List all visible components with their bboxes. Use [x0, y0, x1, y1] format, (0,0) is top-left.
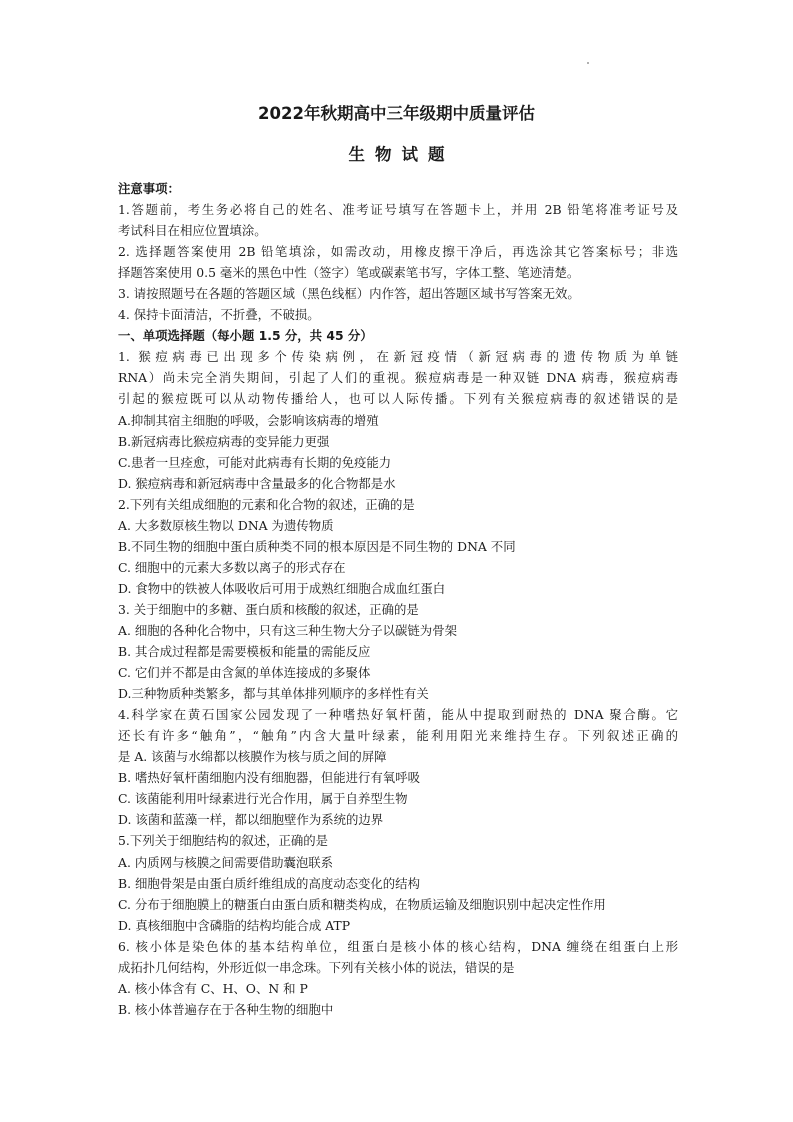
option-line: C. 分布于细胞膜上的糖蛋白由蛋白质和糖类构成，在物质运输及细胞识别中起决定性作用 [118, 896, 606, 912]
option-line: A. 大多数原核生物以 DNA 为遗传物质 [118, 517, 334, 533]
option-line: C. 它们并不都是由含氮的单体连接成的多聚体 [118, 665, 371, 681]
option-line: D. 真核细胞中含磷脂的结构均能合成 ATP [118, 917, 351, 933]
exam-title: 2022年秋期高中三年级期中质量评估 [258, 104, 535, 123]
exam-body [118, 178, 678, 1020]
notice-item-3: 3. 请按照题号在各题的答题区域（黑色线框）内作答，超出答题区域书写答案无效。 [118, 286, 580, 302]
question-line: 成拓扑几何结构，外形近似一串念珠。下列有关核小体的说法，错误的是 [118, 959, 515, 975]
option-line: A.抑制其宿主细胞的呼吸，会影响该病毒的增殖 [118, 412, 379, 428]
notice-item-2-cont: 择题答案使用 0.5 毫米的黑色中性（签字）笔或碳素笔书写，字体工整、笔迹清楚。 [118, 265, 580, 281]
notice-item-1-cont: 考试科目在相应位置填涂。 [118, 223, 267, 239]
option-line: B.不同生物的细胞中蛋白质种类不同的根本原因是不同生物的 DNA 不同 [118, 538, 516, 554]
option-line: A. 内质网与核膜之间需要借助囊泡联系 [118, 854, 334, 870]
option-line: C.患者一旦痊愈，可能对此病毒有长期的免疫能力 [118, 454, 392, 470]
exam-subject: 生物试题 [348, 145, 455, 164]
section-heading: 一、单项选择题（每小题 1.5 分，共 45 分） [118, 328, 373, 344]
question-line: 5.下列关于细胞结构的叙述，正确的是 [118, 833, 329, 849]
question-line: 1. 猴痘病毒已出现多个传染病例，在新冠疫情（新冠病毒的遗传物质为单链 [118, 349, 678, 365]
option-line: C. 细胞中的元素大多数以离子的形式存在 [118, 559, 346, 575]
scan-dot [587, 62, 589, 64]
option-line: B. 其合成过程都是需要模板和能量的需能反应 [118, 644, 371, 660]
notice-item-1: 1.答题前，考生务必将自己的姓名、准考证号填写在答题卡上，并用 2B 铅笔将准考证号及 [118, 202, 678, 218]
option-line: D. 食物中的铁被人体吸收后可用于成熟红细胞合成血红蛋白 [118, 580, 446, 596]
question-line: 3. 关于细胞中的多糖、蛋白质和核酸的叙述，正确的是 [118, 601, 419, 617]
option-line: B. 细胞骨架是由蛋白质纤维组成的高度动态变化的结构 [118, 875, 420, 891]
notice-item-4: 4. 保持卡面清洁，不折叠，不破损。 [118, 307, 320, 323]
option-line: D.三种物质种类繁多，都与其单体排列顺序的多样性有关 [118, 686, 429, 702]
option-line: C. 该菌能利用叶绿素进行光合作用，属于自养型生物 [118, 791, 408, 807]
option-line: B. 核小体普遍存在于各种生物的细胞中 [118, 1001, 334, 1017]
notice-heading: 注意事项： [118, 181, 180, 196]
question-line: 引起的猴痘既可以从动物传播给人，也可以人际传播。下列有关猴痘病毒的叙述错误的是 [118, 391, 678, 407]
option-line: D. 猴痘病毒和新冠病毒中含量最多的化合物都是水 [118, 475, 396, 491]
question-line: 4.科学家在黄石国家公园发现了一种嗜热好氧杆菌，能从中提取到耐热的 DNA 聚合酶。它 [118, 707, 678, 723]
question-line: 6. 核小体是染色体的基本结构单位，组蛋白是核小体的核心结构，DNA 缠绕在组蛋白上形 [118, 938, 678, 954]
notice-item-2: 2. 选择题答案使用 2B 铅笔填涂，如需改动，用橡皮擦干净后，再选涂其它答案标号；非选 [118, 244, 678, 260]
option-line: B. 嗜热好氧杆菌细胞内没有细胞器，但能进行有氧呼吸 [118, 770, 420, 786]
question-line: RNA）尚未完全消失期间，引起了人们的重视。猴痘病毒是一种双链 DNA 病毒，猴痘病毒 [118, 370, 678, 386]
option-line: A. 核小体含有 C、H、O、N 和 P [118, 980, 308, 996]
question-line: 还长有许多“触角”，“触角”内含大量叶绿素，能利用阳光来维持生存。下列叙述正确的 [118, 728, 678, 744]
option-line: D. 该菌和蓝藻一样，都以细胞壁作为系统的边界 [118, 812, 384, 828]
option-line: 是 A. 该菌与水绵都以核膜作为核与质之间的屏障 [118, 749, 387, 765]
option-line: B.新冠病毒比猴痘病毒的变异能力更强 [118, 433, 330, 449]
option-line: A. 细胞的各种化合物中，只有这三种生物大分子以碳链为骨架 [118, 622, 457, 638]
question-line: 2.下列有关组成细胞的元素和化合物的叙述，正确的是 [118, 496, 415, 512]
